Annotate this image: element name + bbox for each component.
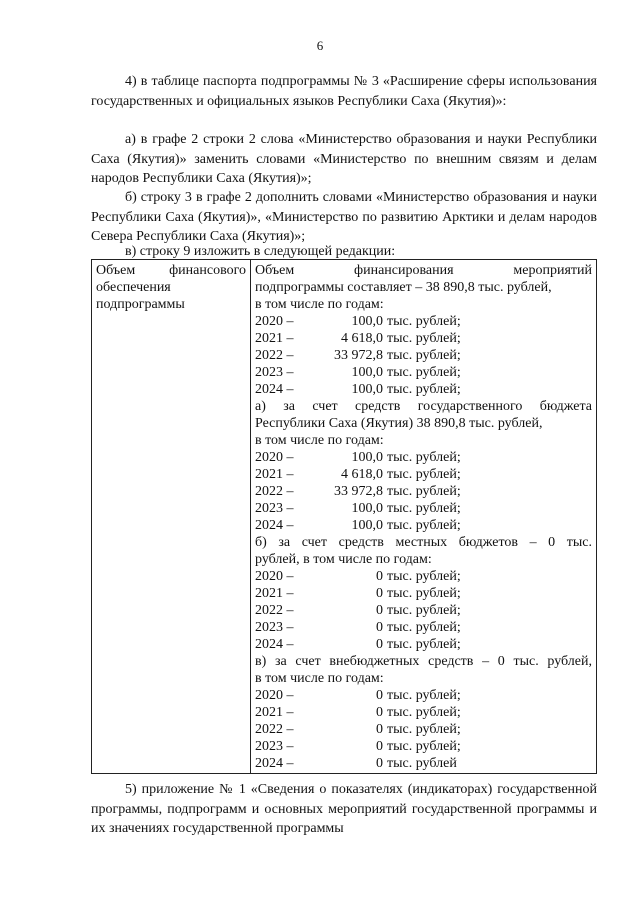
paragraph-item-b: б) строку 3 в графе 2 дополнить словами «Министерство образования и науки Республики Саха (Якутия)», «Министерство по развитию Арктики и делам народов Севера Республики Саха (Якутия)»; xyxy=(91,190,597,244)
local-budget-line-1: б) за счет средств местных бюджетов – 0 тыс. xyxy=(255,535,592,550)
amount-unit: тыс. рублей; xyxy=(387,501,461,516)
year-row xyxy=(255,619,592,636)
amount-unit: тыс. рублей; xyxy=(387,637,461,652)
state-budget-line-2: Республики Саха (Якутия) 38 890,8 тыс. рублей, xyxy=(255,416,543,431)
amount-value: 0 xyxy=(376,603,383,618)
year-label: 2024 – xyxy=(255,518,294,533)
year-label: 2024 – xyxy=(255,637,294,652)
year-row xyxy=(255,687,592,704)
amount-value: 100,0 xyxy=(351,382,383,397)
amount-value: 0 xyxy=(376,688,383,703)
amount-unit: тыс. рублей; xyxy=(387,620,461,635)
paragraph-item-a: а) в графе 2 строки 2 слова «Министерство образования и науки Республики Саха (Якутия)» заменить словами «Министерство по внешним связям и делам народов Республики Саха (Якутия)»; xyxy=(91,132,597,186)
table-row xyxy=(92,260,597,774)
year-label: 2023 – xyxy=(255,620,294,635)
extrabudget-line-1: в) за счет внебюджетных средств – 0 тыс. рублей, xyxy=(255,654,592,669)
year-label: 2022 – xyxy=(255,484,294,499)
amount-unit: тыс. рублей; xyxy=(387,382,461,397)
amount-value: 0 xyxy=(376,569,383,584)
state-budget-line-1: а) за счет средств государственного бюджета xyxy=(255,399,592,414)
amount-unit: тыс. рублей; xyxy=(387,586,461,601)
amount-unit: тыс. рублей; xyxy=(387,331,461,346)
amount-value: 100,0 xyxy=(351,314,383,329)
amount-unit: тыс. рублей; xyxy=(387,722,461,737)
amount-value: 4 618,0 xyxy=(341,331,383,346)
year-label: 2022 – xyxy=(255,722,294,737)
year-row xyxy=(255,466,592,483)
amount-value: 33 972,8 xyxy=(334,348,383,363)
total-line-1: Объем финансирования мероприятий xyxy=(255,263,592,278)
amount-value: 0 xyxy=(376,620,383,635)
year-row xyxy=(255,500,592,517)
amount-unit: тыс. рублей; xyxy=(387,467,461,482)
amount-value: 100,0 xyxy=(351,518,383,533)
amount-value: 4 618,0 xyxy=(341,467,383,482)
year-row xyxy=(255,585,592,602)
year-row xyxy=(255,704,592,721)
year-label: 2023 – xyxy=(255,739,294,754)
amount-unit: тыс. рублей; xyxy=(387,688,461,703)
extrabudget-line-2: в том числе по годам: xyxy=(255,671,384,686)
year-row xyxy=(255,517,592,534)
year-row xyxy=(255,347,592,364)
year-label: 2021 – xyxy=(255,586,294,601)
amount-unit: тыс. рублей; xyxy=(387,314,461,329)
amount-value: 100,0 xyxy=(351,450,383,465)
year-label: 2023 – xyxy=(255,365,294,380)
year-label: 2024 – xyxy=(255,756,294,771)
year-label: 2020 – xyxy=(255,314,294,329)
year-block-extrabudget xyxy=(255,687,592,772)
year-block-total xyxy=(255,313,592,398)
year-block-local xyxy=(255,568,592,653)
amount-value: 0 xyxy=(376,705,383,720)
amount-value: 100,0 xyxy=(351,365,383,380)
amount-value: 0 xyxy=(376,637,383,652)
amount-unit: тыс. рублей; xyxy=(387,365,461,380)
total-line-2: подпрограммы составляет – 38 890,8 тыс. рублей, xyxy=(255,280,552,295)
year-block-state xyxy=(255,449,592,534)
local-budget-line-2: рублей, в том числе по годам: xyxy=(255,552,432,567)
year-row xyxy=(255,313,592,330)
year-row xyxy=(255,381,592,398)
amount-unit: тыс. рублей; xyxy=(387,348,461,363)
year-label: 2020 – xyxy=(255,688,294,703)
year-label: 2021 – xyxy=(255,467,294,482)
year-row xyxy=(255,364,592,381)
paragraph-item-4: 4) в таблице паспорта подпрограммы № 3 «Расширение сферы использования государственных и официальных языков Республики Саха (Якутия)»: xyxy=(91,74,597,109)
amount-value: 100,0 xyxy=(351,501,383,516)
by-years-label: в том числе по годам: xyxy=(255,433,384,448)
year-row xyxy=(255,738,592,755)
amount-value: 0 xyxy=(376,586,383,601)
year-label: 2021 – xyxy=(255,331,294,346)
amount-unit: тыс. рублей; xyxy=(387,450,461,465)
year-row xyxy=(255,755,592,772)
year-label: 2020 – xyxy=(255,450,294,465)
year-row xyxy=(255,636,592,653)
amount-value: 33 972,8 xyxy=(334,484,383,499)
amount-unit: тыс. рублей; xyxy=(387,705,461,720)
amount-unit: тыс. рублей; xyxy=(387,739,461,754)
passport-table xyxy=(91,259,597,774)
amount-unit: тыс. рублей; xyxy=(387,603,461,618)
table-left-cell: Объем финансового обеспечения подпрограммы xyxy=(92,260,251,774)
year-label: 2020 – xyxy=(255,569,294,584)
year-row xyxy=(255,602,592,619)
year-label: 2022 – xyxy=(255,603,294,618)
by-years-label: в том числе по годам: xyxy=(255,297,384,312)
year-label: 2021 – xyxy=(255,705,294,720)
table-right-cell xyxy=(251,260,597,774)
year-row xyxy=(255,483,592,500)
amount-value: 0 xyxy=(376,739,383,754)
year-row xyxy=(255,568,592,585)
amount-unit: тыс. рублей; xyxy=(387,484,461,499)
amount-unit: тыс. рублей; xyxy=(387,569,461,584)
amount-value: 0 xyxy=(376,722,383,737)
amount-unit: тыс. рублей; xyxy=(387,518,461,533)
year-row xyxy=(255,330,592,347)
year-row xyxy=(255,721,592,738)
year-label: 2024 – xyxy=(255,382,294,397)
page-number: 6 xyxy=(316,38,324,53)
year-label: 2022 – xyxy=(255,348,294,363)
paragraph-item-5: 5) приложение № 1 «Сведения о показателях (индикаторах) государственной программы, подпрограмм и основных мероприятий государственной программы и их значениях государственной программы xyxy=(91,782,597,836)
amount-value: 0 xyxy=(376,756,383,771)
year-row xyxy=(255,449,592,466)
amount-unit: тыс. рублей xyxy=(387,756,457,771)
year-label: 2023 – xyxy=(255,501,294,516)
paragraph-item-v: в) строку 9 изложить в следующей редакции: xyxy=(125,244,396,259)
